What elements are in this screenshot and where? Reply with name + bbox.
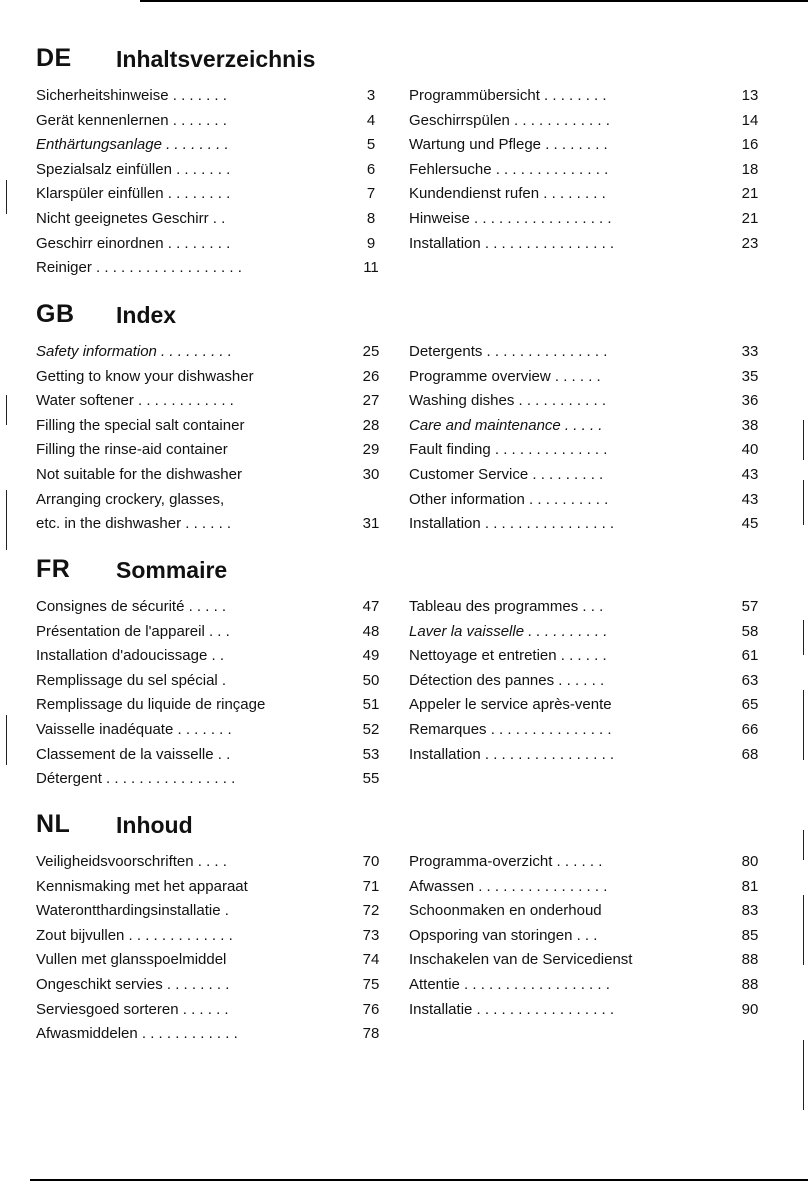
section-heading [36,810,776,850]
toc-entry [36,644,386,669]
entry-label: Geschirrspülen . . . . . . . . . . . . [409,111,610,129]
toc-entry [409,109,765,134]
entry-label: Veiligheidsvoorschriften . . . . [36,853,227,870]
entry-label: Programma-overzicht . . . . . . [409,853,603,870]
page-number: 81 [741,877,759,895]
toc-entry [36,389,386,414]
toc-entry [409,438,765,463]
toc-column-right [409,595,765,767]
entry-label: Attentie . . . . . . . . . . . . . . . . . . [409,975,610,993]
page-number: 90 [741,1000,759,1018]
page-number: 49 [362,647,380,665]
page-number: 53 [362,745,380,763]
entry-label: Remarques . . . . . . . . . . . . . . . [409,720,612,738]
entry-label: Enthärtungsanlage . . . . . . . . [36,136,229,154]
entry-label: Tableau des programmes . . . [409,598,604,615]
toc-entry [409,512,765,537]
entry-label: Customer Service . . . . . . . . . [409,465,604,483]
left-margin-mark [6,395,7,425]
toc-entry [36,256,386,281]
top-rule [140,0,808,2]
entry-label: Programmübersicht . . . . . . . . [409,87,607,104]
page-number: 55 [362,770,380,788]
entry-label: Getting to know your dishwasher [36,367,254,385]
entry-label: Installation d'adoucissage . . [36,647,224,665]
toc-column-right [409,84,765,256]
toc-entry [36,340,386,365]
entry-label: Laver la vaisselle . . . . . . . . . . [409,622,608,640]
entry-label: Fehlersuche . . . . . . . . . . . . . . [409,160,609,178]
page-number: 75 [362,975,380,993]
section-title: Index [116,302,177,328]
page-number: 26 [362,367,380,385]
toc-entry [36,595,386,620]
page-number: 66 [741,720,759,738]
toc-entry [36,232,386,257]
page-number: 13 [741,87,759,104]
page-number: 83 [741,902,759,920]
page-number: 23 [741,234,759,252]
section-heading [36,300,776,340]
section-heading [36,555,776,595]
page-number: 50 [362,671,380,689]
entry-label: Waterontthardingsinstallatie . [36,902,229,920]
toc-entry [409,595,765,620]
page-number: 11 [363,259,379,277]
page-number: 27 [362,392,380,410]
toc-entry [36,438,386,463]
page-number: 38 [741,416,759,434]
page-number: 25 [362,343,380,360]
entry-label: Not suitable for the dishwasher [36,465,242,483]
entry-label: Installatie . . . . . . . . . . . . . . . . . [409,1000,615,1018]
toc-entry [36,899,386,924]
page-number: 21 [741,209,759,227]
toc-entry [409,232,765,257]
toc-entry [409,693,765,718]
entry-label: Spezialsalz einfüllen . . . . . . . [36,160,231,178]
toc-entry [409,488,765,513]
toc-entry [409,414,765,439]
toc-entry [36,669,386,694]
right-margin-mark [803,620,804,655]
page-number: 85 [741,926,759,944]
entry-label: Water softener . . . . . . . . . . . . [36,392,234,410]
language-code: GB [36,300,75,328]
page-number: 73 [362,926,380,944]
entry-label: Hinweise . . . . . . . . . . . . . . . . . [409,209,612,227]
toc-entry [36,158,386,183]
entry-label: Ongeschikt servies . . . . . . . . [36,975,230,993]
toc-entry [36,488,386,537]
page-number: 30 [362,465,380,483]
page-number: 43 [741,465,759,483]
page-number: 52 [362,720,380,738]
toc-entry [36,207,386,232]
toc-entry [36,133,386,158]
entry-label: Remplissage du sel spécial . [36,671,227,689]
entry-label: Serviesgoed sorteren . . . . . . [36,1000,229,1018]
toc-entry [36,693,386,718]
toc-entry [409,669,765,694]
language-code: FR [36,555,71,583]
page-number: 88 [741,951,759,969]
entry-label: Vullen met glansspoelmiddel [36,951,227,969]
page-number: 33 [741,343,759,360]
toc-entry [36,767,386,792]
entry-label: Remplissage du liquide de rinçage [36,696,266,714]
entry-label: Wartung und Pflege . . . . . . . . [409,136,608,154]
toc-entry [409,389,765,414]
right-margin-mark [803,420,804,460]
page-number: 71 [362,877,380,895]
entry-label: Schoonmaken en onderhoud [409,902,602,920]
toc-section-fr [36,555,776,788]
page-number: 9 [366,234,376,252]
toc-entry [36,718,386,743]
page-number: 88 [741,975,759,993]
entry-label: Filling the rinse-aid container [36,441,228,459]
page-number: 45 [741,515,759,533]
page-number: 61 [741,647,759,665]
page-number: 36 [741,392,759,410]
toc-entry [409,620,765,645]
toc-entry [409,133,765,158]
left-margin-mark [6,490,7,550]
toc-entry [409,850,765,875]
toc-entry [36,463,386,488]
entry-label: Programme overview . . . . . . [409,367,601,385]
toc-column-right [409,340,765,537]
entry-label: Detergents . . . . . . . . . . . . . . . [409,343,608,360]
page-number: 21 [741,185,759,203]
entry-label: Inschakelen van de Servicedienst [409,951,633,969]
toc-entry [409,924,765,949]
toc-entry [36,973,386,998]
section-title: Inhaltsverzeichnis [116,46,316,72]
bottom-rule [30,1179,808,1181]
entry-label: Classement de la vaisselle . . [36,745,231,763]
right-margin-mark [803,690,804,760]
entry-label: Appeler le service après-vente [409,696,612,714]
entry-label: Safety information . . . . . . . . . [36,343,232,360]
toc-entry [409,743,765,768]
toc-entry [36,948,386,973]
toc-entry [36,109,386,134]
toc-entry [409,84,765,109]
entry-label: Filling the special salt container [36,416,245,434]
toc-entry [36,182,386,207]
page-number: 8 [366,209,376,227]
toc-entry [409,875,765,900]
language-code: DE [36,44,72,72]
toc-entry [36,620,386,645]
toc-column-left [36,84,386,281]
toc-column-left [36,595,386,792]
page-number: 76 [362,1000,380,1018]
page-number: 40 [741,441,759,459]
page-number: 58 [741,622,759,640]
entry-label: Zout bijvullen . . . . . . . . . . . . . [36,926,233,944]
toc-column-left [36,850,386,1047]
entry-label: Kundendienst rufen . . . . . . . . [409,185,606,203]
toc-entry [409,463,765,488]
page-number: 3 [366,87,376,104]
toc-entry [36,850,386,875]
page-number: 48 [362,622,380,640]
toc-entry [36,84,386,109]
left-margin-mark [6,715,7,765]
toc-column-right [409,850,765,1022]
toc-entry [36,924,386,949]
toc-entry [36,998,386,1023]
toc-entry [36,414,386,439]
entry-label: Consignes de sécurité . . . . . [36,598,227,615]
entry-label: Nicht geeignetes Geschirr . . [36,209,226,227]
toc-column-left [36,340,386,537]
section-heading [36,44,776,84]
page-number: 68 [741,745,759,763]
toc-entry [36,875,386,900]
toc-entry [36,1022,386,1047]
language-code: NL [36,810,71,838]
entry-label: Installation . . . . . . . . . . . . . . . . [409,515,615,533]
right-margin-mark [803,830,804,860]
entry-label: Sicherheitshinweise . . . . . . . [36,87,227,104]
page-number: 63 [741,671,759,689]
entry-label: Arranging crockery, glasses, etc. in the dishwasher . . . . . . [36,490,232,533]
page-number: 6 [366,160,376,178]
toc-section-nl [36,810,776,1043]
page-number: 74 [362,951,380,969]
entry-label: Other information . . . . . . . . . . [409,490,609,508]
entry-label: Afwassen . . . . . . . . . . . . . . . . [409,877,608,895]
page-number: 28 [362,416,380,434]
page-number: 31 [362,515,380,533]
entry-label: Opsporing van storingen . . . [409,926,598,944]
page-number: 35 [741,367,759,385]
page-number: 4 [366,111,376,129]
page-number: 57 [741,598,759,615]
left-margin-mark [6,180,7,214]
entry-label: Afwasmiddelen . . . . . . . . . . . . [36,1025,238,1043]
toc-entry [36,743,386,768]
entry-label: Installation . . . . . . . . . . . . . . . . [409,745,615,763]
page-number: 65 [741,696,759,714]
page-number: 29 [362,441,380,459]
entry-label: Gerät kennenlernen . . . . . . . [36,111,227,129]
entry-label: Care and maintenance . . . . . [409,416,603,434]
entry-label: Fault finding . . . . . . . . . . . . . . [409,441,608,459]
page-number: 72 [362,902,380,920]
entry-label: Washing dishes . . . . . . . . . . . [409,392,607,410]
toc-section-de [36,44,776,277]
entry-label: Geschirr einordnen . . . . . . . . [36,234,231,252]
toc-entry [409,948,765,973]
toc-entry [409,207,765,232]
entry-label: Installation . . . . . . . . . . . . . . . . [409,234,615,252]
section-title: Sommaire [116,557,228,583]
toc-entry [409,365,765,390]
right-margin-mark [803,480,804,525]
page-number: 5 [366,136,376,154]
entry-label: Kennismaking met het apparaat [36,877,248,895]
toc-section-gb [36,300,776,533]
toc-entry [409,158,765,183]
toc-entry [409,644,765,669]
section-title: Inhoud [116,812,193,838]
page-number: 80 [741,853,759,870]
page-number: 43 [741,490,759,508]
right-margin-mark [803,1040,804,1110]
toc-entry [409,973,765,998]
entry-label: Reiniger . . . . . . . . . . . . . . . . . . [36,259,242,277]
right-margin-mark [803,895,804,965]
page-number: 51 [362,696,380,714]
entry-label: Klarspüler einfüllen . . . . . . . . [36,185,231,203]
entry-label: Détergent . . . . . . . . . . . . . . . . [36,770,236,788]
toc-entry [409,340,765,365]
toc-entry [409,899,765,924]
page-number: 14 [741,111,759,129]
entry-label: Nettoyage et entretien . . . . . . [409,647,607,665]
toc-entry [409,998,765,1023]
page-number: 70 [362,853,380,870]
page-number: 7 [366,185,376,203]
entry-label: Vaisselle inadéquate . . . . . . . [36,720,232,738]
toc-entry [36,365,386,390]
page-number: 47 [362,598,380,615]
page-number: 18 [741,160,759,178]
page-number: 16 [741,136,759,154]
toc-entry [409,718,765,743]
entry-label: Présentation de l'appareil . . . [36,622,230,640]
toc-entry [409,182,765,207]
page-number: 78 [362,1025,380,1043]
entry-label: Détection des pannes . . . . . . [409,671,605,689]
